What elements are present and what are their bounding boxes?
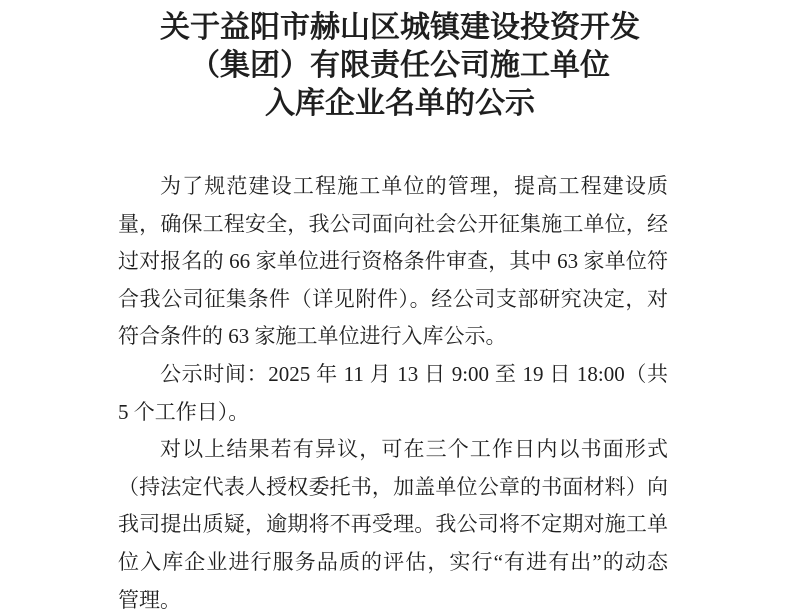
body-line-12: 管理。	[118, 587, 181, 612]
title-line-3: 入库企业名单的公示	[265, 87, 535, 120]
body-line-3: 过对报名的 66 家单位进行资格条件审查，其中 63 家单位符	[118, 249, 668, 274]
body-line-4: 合我公司征集条件（详见附件）。经公司支部研究决定，对	[118, 286, 668, 311]
body-line-11: 位入库企业进行服务品质的评估，实行“有进有出”的动态	[118, 549, 668, 574]
title-line-1: 关于益阳市赫山区城镇建设投资开发	[160, 11, 640, 44]
body-line-2: 量，确保工程安全，我公司面向社会公开征集施工单位，经	[118, 211, 668, 236]
body-line-10: 我司提出质疑，逾期将不再受理。我公司将不定期对施工单	[118, 512, 668, 537]
body-line-9: （持法定代表人授权委托书，加盖单位公章的书面材料）向	[118, 474, 668, 499]
body-line-6: 公示时间：2025 年 11 月 13 日 9:00 至 19 日 18:00（共	[160, 361, 668, 386]
body-line-8: 对以上结果若有异议，可在三个工作日内以书面形式	[160, 437, 668, 462]
body-line-1: 为了规范建设工程施工单位的管理，提高工程建设质	[160, 174, 668, 198]
body-line-7: 5 个工作日）。	[118, 399, 250, 424]
document-body	[118, 168, 668, 616]
document-title	[0, 0, 800, 123]
title-line-2: （集团）有限责任公司施工单位	[190, 49, 610, 82]
body-line-5: 符合条件的 63 家施工单位进行入库公示。	[118, 324, 507, 349]
